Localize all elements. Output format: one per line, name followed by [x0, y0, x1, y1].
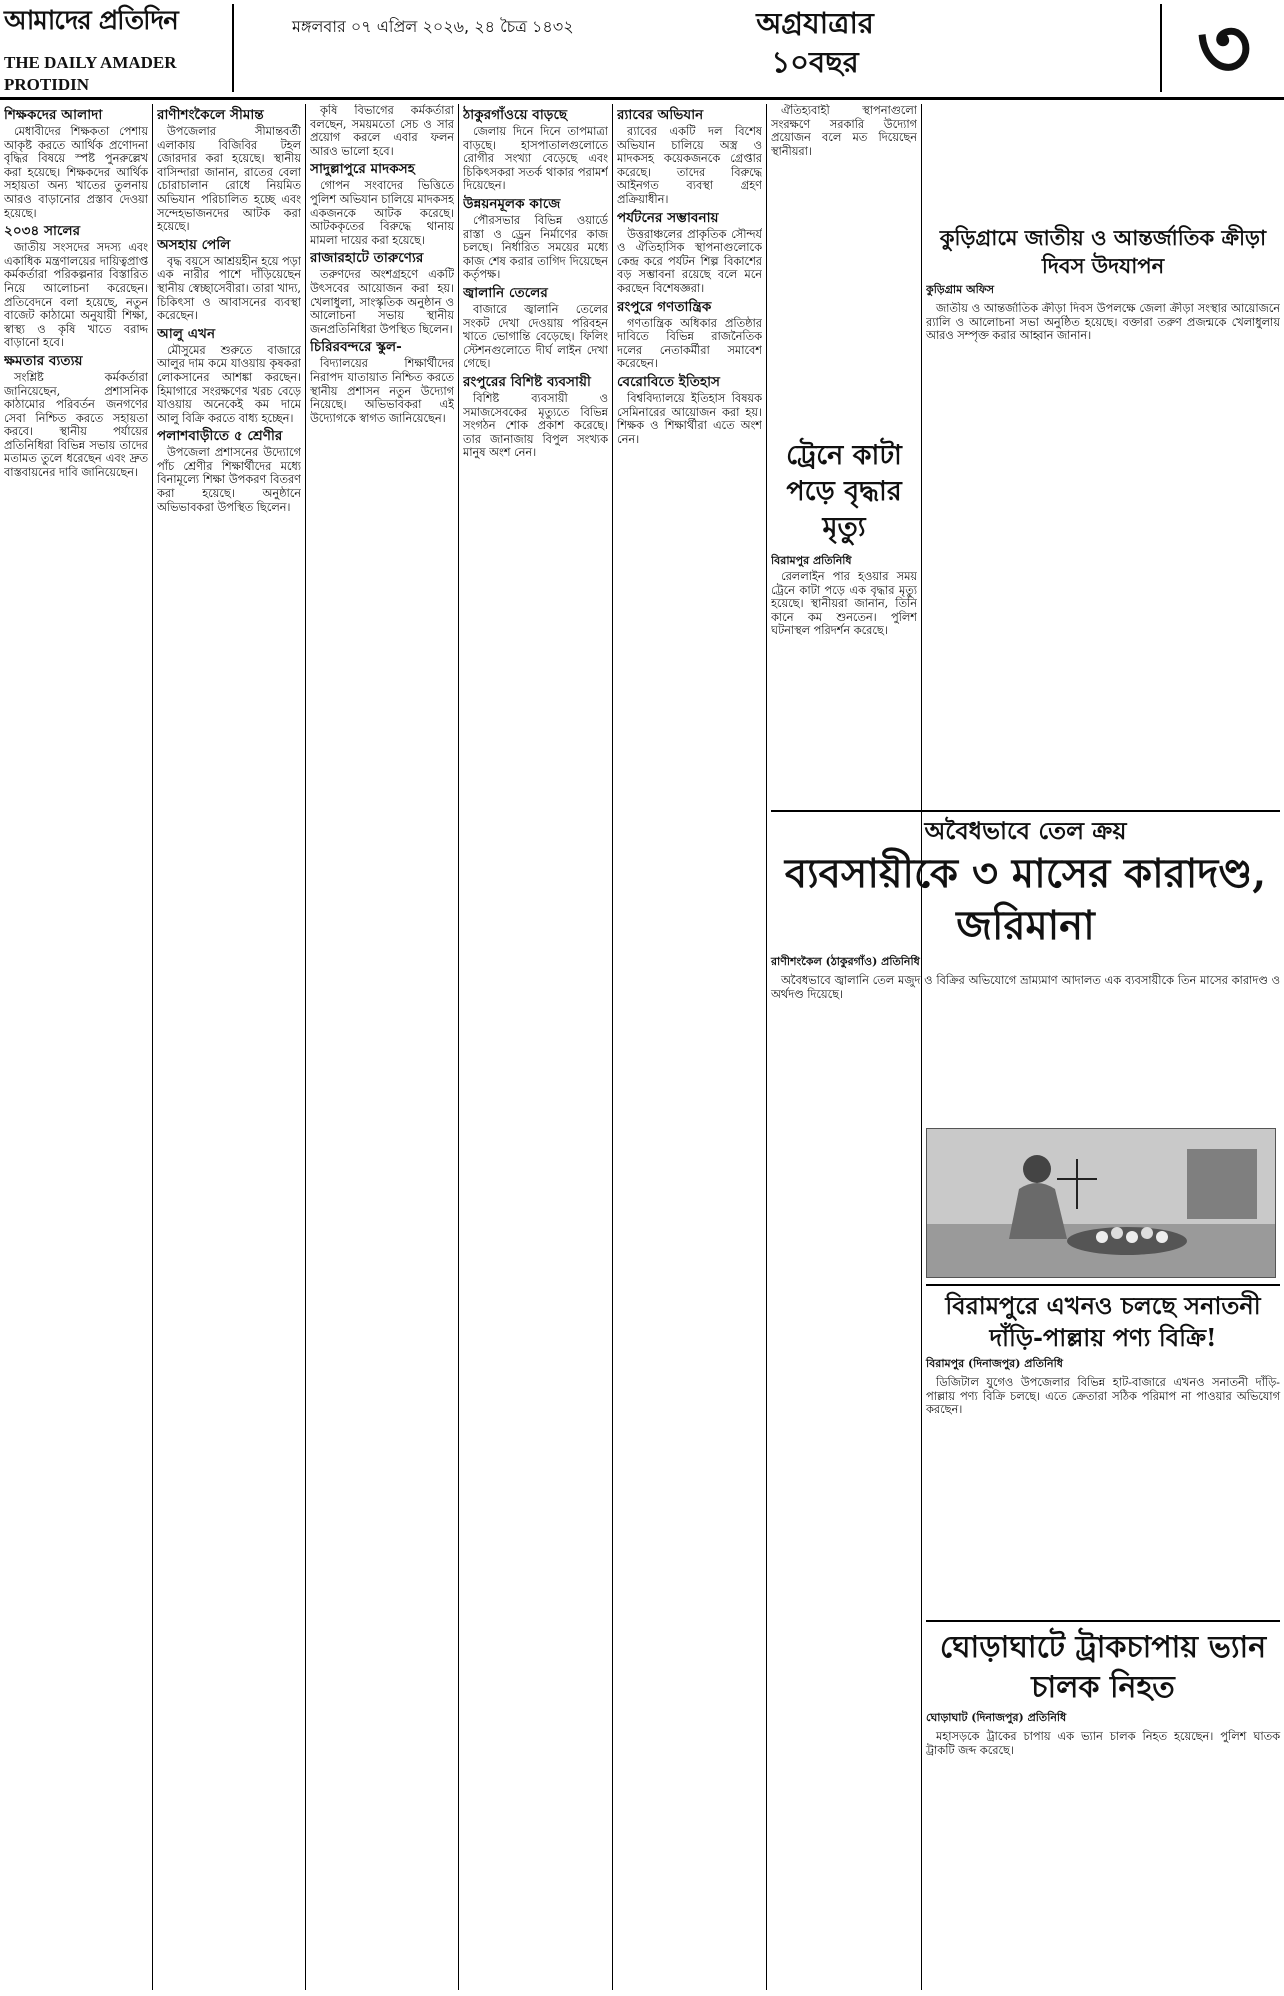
column-subhead: উন্নয়নমূলক কাজে: [463, 195, 561, 212]
story-byline: কুড়িগ্রাম অফিস: [926, 283, 995, 296]
column-subhead: রাণীশংকৈলে সীমান্ত: [157, 107, 264, 123]
column-subhead: ঠাকুরগাঁওয়ে বাড়ছে: [463, 107, 568, 123]
scale-story: [926, 1290, 1280, 1417]
logo-english: THE DAILY AMADER PROTIDIN: [4, 53, 177, 94]
column-subhead: রাজারহাটে তারুণ্যের: [310, 250, 424, 267]
article-paragraph: গোপন সংবাদের ভিত্তিতে পুলিশ অভিযান চালিয়ে মাদকসহ একজনকে আটক করেছে। আটককৃতের বিরুদ্ধে থানায় মামলা দায়ের করা হয়েছে।: [310, 179, 454, 247]
column-subhead: র‍্যাবের অভিযান: [617, 107, 704, 123]
article-paragraph: কৃষি বিভাগের কর্মকর্তারা বলছেন, সময়মতো সেচ ও সার প্রয়োগ করলে এবার ফলন আরও ভালো হবে।: [310, 104, 454, 158]
article-paragraph: জাতীয় সংসদের সদস্য এবং একাধিক মন্ত্রণালয়ের দায়িত্বপ্রাপ্ত কর্মকর্তারা পরিকল্পনার বিস্তারিত নিয়ে আলোচনা করেছেন। প্রতিবেদনে বলা হয়েছে, নতুন বাজেট কাঠামো অনুযায়ী শিক্ষা, স্বাস্থ্য ও কৃষি খাতে বরাদ্দ বাড়ানো হবে।: [4, 241, 148, 350]
article-paragraph: জেলায় দিনে দিনে তাপমাত্রা বাড়ছে। হাসপাতালগুলোতে রোগীর সংখ্যা বেড়েছে এবং চিকিৎসকরা সতর্ক থাকার পরামর্শ দিয়েছেন।: [463, 125, 608, 193]
oil-story-kicker: অবৈধভাবে তেল ক্রয়: [924, 816, 1127, 845]
column-subhead: চিরিরবন্দরে স্কুল-: [310, 339, 402, 356]
column-rule: [921, 104, 922, 1990]
section-divider: [926, 1620, 1280, 1622]
article-column-2: [157, 104, 301, 1990]
masthead-divider: [232, 4, 234, 92]
column-subhead: সাদুল্লাপুরে মাদকসহ: [310, 161, 415, 178]
column-subhead: ক্ষমতার ব্যত্যয়: [4, 352, 83, 369]
section-divider: [771, 810, 1280, 812]
article-paragraph: সংশ্লিষ্ট কর্মকর্তারা জানিয়েছেন, প্রশাসনিক কাঠামোর পরিবর্তন জনগণের সেবা নিশ্চিত করতে সহায়তা করবে। স্থানীয় পর্যায়ের প্রতিনিধিরা বিভিন্ন সভায় তাদের মতামত তুলে ধরেছেন এবং দ্রুত বাস্তবায়নের দাবি জানিয়েছেন।: [4, 370, 148, 480]
masthead-divider: [1160, 4, 1162, 92]
page-number: ৩: [1196, 0, 1252, 97]
masthead: [0, 0, 1284, 100]
article-column-4: [463, 104, 608, 1990]
article-paragraph: বিদ্যালয়ের শিক্ষার্থীদের নিরাপদ যাতায়াত নিশ্চিত করতে স্থানীয় প্রশাসন নতুন উদ্যোগ নিয়েছে। অভিভাবকরা এই উদ্যোগকে স্বাগত জানিয়েছেন।: [310, 357, 454, 425]
column-rule: [152, 104, 153, 1990]
oil-story: [771, 814, 1280, 1001]
column-rule: [305, 104, 306, 1990]
section-divider: [926, 1284, 1280, 1286]
article-paragraph: উপজেলার সীমান্তবর্তী এলাকায় বিজিবির টহল জোরদার করা হয়েছে। স্থানীয় বাসিন্দারা জানান, রাতের বেলা চোরাচালান রোধে নিয়মিত অভিযান পরিচালিত হচ্ছে এবং সন্দেহভাজনদের আটক করা হয়েছে।: [157, 125, 301, 234]
article-paragraph: মেধাবীদের শিক্ষকতা পেশায় আকৃষ্ট করতে আর্থিক প্রণোদনা বৃদ্ধির বিষয়ে স্পষ্ট পুনরুল্লেখ করা হয়েছে। শিক্ষকদের আর্থিক সহায়তা অন্য খাতের তুলনায় আরও বাড়ানোর প্রস্তাব দেওয়া হয়েছে।: [4, 125, 148, 220]
column-rule: [612, 104, 613, 1990]
article-paragraph: রেললাইন পার হওয়ার সময় ট্রেনে কাটা পড়ে এক বৃদ্ধার মৃত্যু হয়েছে। স্থানীয়রা জানান, তিনি কানে কম শুনতেন। পুলিশ ঘটনাস্থল পরিদর্শন করেছে।: [771, 569, 917, 638]
article-column-3: [310, 104, 454, 1990]
article-paragraph: বিশ্ববিদ্যালয়ে ইতিহাস বিষয়ক সেমিনারের আয়োজন করা হয়। শিক্ষক ও শিক্ষার্থীরা এতে অংশ নেন।: [617, 391, 762, 446]
article-paragraph: পৌরসভার বিভিন্ন ওয়ার্ডে রাস্তা ও ড্রেন নির্মাণের কাজ চলছে। নির্ধারিত সময়ের মধ্যে কাজ শেষ করার তাগিদ দিয়েছেন কর্তৃপক্ষ।: [463, 213, 608, 282]
story-byline: রাণীশংকৈল (ঠাকুরগাঁও) প্রতিনিধি: [771, 955, 920, 968]
article-column-5: [617, 104, 762, 1990]
scale-story-headline: বিরামপুরে এখনও চলছে সনাতনী দাঁড়ি-পাল্লায় পণ্য বিক্রি!: [945, 1291, 1261, 1352]
story-byline: বিরামপুর প্রতিনিধি: [771, 554, 852, 568]
article-paragraph: র‍্যাবের একটি দল বিশেষ অভিযান চালিয়ে অস্ত্র ও মাদকসহ কয়েকজনকে গ্রেপ্তার করেছে। তাদের বিরুদ্ধে আইনগত ব্যবস্থা গ্রহণ প্রক্রিয়াধীন।: [617, 125, 762, 206]
column-subhead: রংপুরে গণতান্ত্রিক: [617, 298, 712, 315]
anniversary-banner: [710, 4, 920, 82]
column-subhead: আলু এখন: [157, 325, 216, 342]
sports-day-headline: কুড়িগ্রামে জাতীয় ও আন্তর্জাতিক ক্রীড়া দিবস উদযাপন: [939, 225, 1267, 278]
column-subhead: পর্যটনের সম্ভাবনায়: [617, 209, 719, 226]
logo-bengali: আমাদের প্রতিদিন: [4, 6, 178, 36]
market-vendor-photo: [926, 1128, 1276, 1278]
oil-story-headline: ব্যবসায়ীকে ৩ মাসের কারাদণ্ড, জরিমানা: [784, 850, 1267, 949]
column-rule: [458, 104, 459, 1990]
article-paragraph: উত্তরাঞ্চলের প্রাকৃতিক সৌন্দর্য ও ঐতিহাসিক স্থাপনাগুলোকে কেন্দ্র করে পর্যটন শিল্প বিকাশের বড় সম্ভাবনা রয়েছে বলে মনে করছেন বিশেষজ্ঞরা।: [617, 227, 762, 295]
article-paragraph: উপজেলা প্রশাসনের উদ্যোগে পাঁচ শ্রেণীর শিক্ষার্থীদের মধ্যে বিনামূল্যে শিক্ষা উপকরণ বিতরণ করা হয়েছে। অনুষ্ঠানে অভিভাবকরা উপস্থিত ছিলেন।: [157, 446, 301, 514]
accident-story: [926, 1628, 1280, 1757]
article-paragraph: মৌসুমের শুরুতে বাজারে আলুর দাম কমে যাওয়ায় কৃষকরা লোকসানের আশঙ্কা করছেন। হিমাগারে সংরক্ষণের খরচ বেড়ে যাওয়ায় অনেকেই কম দামে আলু বিক্রি করতে বাধ্য হচ্ছেন।: [157, 343, 301, 425]
article-paragraph: জাতীয় ও আন্তর্জাতিক ক্রীড়া দিবস উপলক্ষে জেলা ক্রীড়া সংস্থার আয়োজনে র‍্যালি ও আলোচনা সভা অনুষ্ঠিত হয়েছে। বক্তারা তরুণ প্রজন্মকে খেলাধুলায় আরও সম্পৃক্ত করার আহ্বান জানান।: [926, 302, 1280, 343]
article-paragraph: তরুণদের অংশগ্রহণে একটি উৎসবের আয়োজন করা হয়। খেলাধুলা, সাংস্কৃতিক অনুষ্ঠান ও আলোচনা সভায় স্থানীয় জনপ্রতিনিধিরা উপস্থিত ছিলেন।: [310, 268, 454, 336]
train-accident-headline: ট্রেনে কাটা পড়ে বৃদ্ধার মৃত্যু: [786, 440, 902, 544]
article-paragraph: বৃদ্ধ বয়সে আশ্রয়হীন হয়ে পড়া এক নারীর পাশে দাঁড়িয়েছেন স্থানীয় স্বেচ্ছাসেবীরা। তারা খাদ্য, চিকিৎসা ও আবাসনের ব্যবস্থা করেছেন।: [157, 254, 301, 323]
accident-story-headline: ঘোড়াঘাটে ট্রাকচাপায় ভ্যান চালক নিহত: [939, 1630, 1267, 1705]
newspaper-logo: [4, 4, 212, 94]
story-byline: বিরামপুর (দিনাজপুর) প্রতিনিধি: [926, 1357, 1063, 1370]
column-subhead: শিক্ষকদের আলাদা: [4, 107, 103, 123]
photo-illustration: [927, 1129, 1276, 1278]
article-paragraph: গণতান্ত্রিক অধিকার প্রতিষ্ঠার দাবিতে বিভিন্ন রাজনৈতিক দলের নেতাকর্মীরা সমাবেশ করেছেন।: [617, 316, 762, 371]
article-column-6: [771, 104, 917, 1990]
anniversary-line-1: অগ্রযাত্রার: [756, 6, 874, 40]
article-paragraph: বিশিষ্ট ব্যবসায়ী ও সমাজসেবকের মৃত্যুতে বিভিন্ন সংগঠন শোক প্রকাশ করেছে। তার জানাজায় বিপুল সংখ্যক মানুষ অংশ নেন।: [463, 391, 608, 460]
column-rule: [766, 104, 767, 1990]
anniversary-line-2: ১০বছর: [771, 45, 859, 79]
article-paragraph: ঐতিহ্যবাহী স্থাপনাগুলো সংরক্ষণে সরকারি উদ্যোগ প্রয়োজন বলে মত দিয়েছেন স্থানীয়রা।: [771, 104, 917, 158]
article-paragraph: ডিজিটাল যুগেও উপজেলার বিভিন্ন হাট-বাজারে এখনও সনাতনী দাঁড়ি-পাল্লায় পণ্য বিক্রি চলছে। এতে ক্রেতারা সঠিক পরিমাপ না পাওয়ার অভিযোগ করছেন।: [926, 1376, 1280, 1417]
issue-date: মঙ্গলবার ০৭ এপ্রিল ২০২৬, ২৪ চৈত্র ১৪৩২: [292, 17, 574, 36]
column-subhead: জ্বালানি তেলের: [463, 284, 548, 301]
story-byline: ঘোড়াঘাট (দিনাজপুর) প্রতিনিধি: [926, 1711, 1067, 1724]
article-paragraph: মহাসড়কে ট্রাকের চাপায় এক ভ্যান চালক নিহত হয়েছেন। পুলিশ ঘাতক ট্রাকটি জব্দ করেছে।: [926, 1730, 1280, 1757]
column-subhead: অসহায় পেলি: [157, 236, 231, 253]
column-subhead: বেরোবিতে ইতিহাস: [617, 373, 721, 390]
article-column-1: [4, 104, 148, 1990]
article-paragraph: অবৈধভাবে জ্বালানি তেল মজুদ ও বিক্রির অভিযোগে ভ্রাম্যমাণ আদালত এক ব্যবসায়ীকে তিন মাসের কারাদণ্ড ও অর্থদণ্ড দিয়েছে।: [771, 974, 1280, 1001]
column-subhead: রংপুরের বিশিষ্ট ব্যবসায়ী: [463, 373, 591, 390]
column-subhead: পলাশবাড়ীতে ৫ শ্রেণীর: [157, 428, 283, 445]
article-paragraph: বাজারে জ্বালানি তেলের সংকট দেখা দেওয়ায় পরিবহন খাতে ভোগান্তি বেড়েছে। ফিলিং স্টেশনগুলোতে দীর্ঘ লাইন দেখা গেছে।: [463, 302, 608, 371]
column-subhead: ২০৩৪ সালের: [4, 223, 81, 240]
